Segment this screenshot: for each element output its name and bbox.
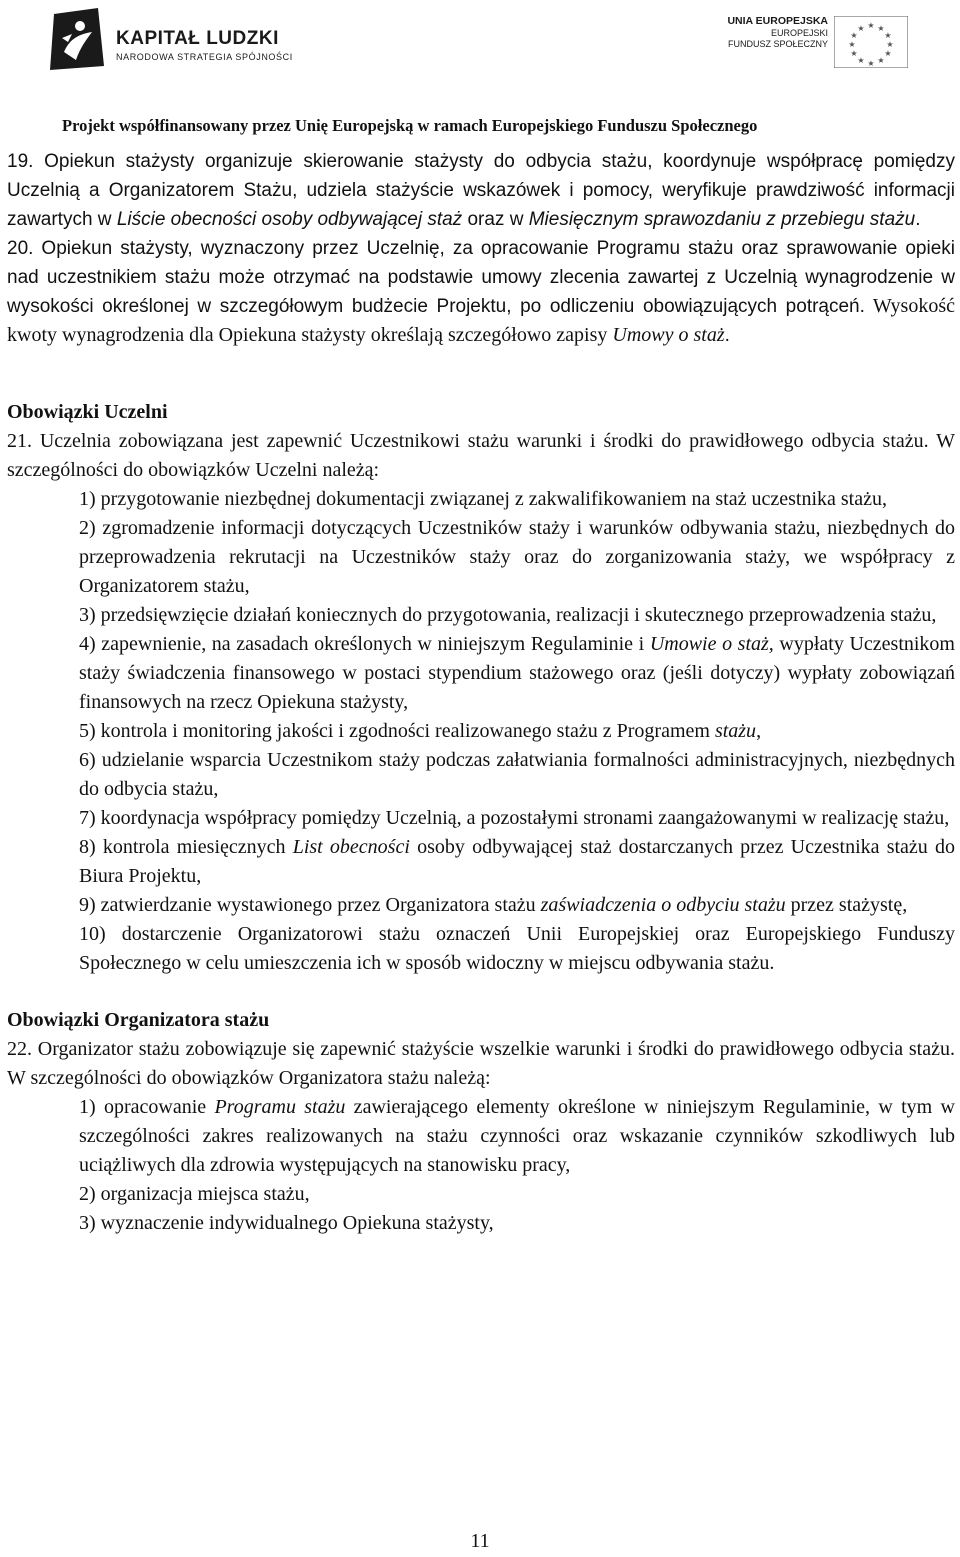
section-heading-uczelnia: Obowiązki Uczelni	[7, 401, 168, 423]
section-heading-organizator: Obowiązki Organizatora stażu	[7, 1009, 270, 1031]
item-italic: Programu stażu	[214, 1096, 346, 1118]
kapital-ludzki-title: KAPITAŁ LUDZKI	[116, 28, 279, 49]
p19-sprawozdanie: Miesięcznym sprawozdaniu z przebiegu stażu	[528, 209, 916, 230]
svg-text:★: ★	[884, 31, 892, 40]
p20-end: .	[724, 325, 730, 346]
svg-text:★: ★	[857, 24, 865, 33]
p20-text: 20. Opiekun stażysty, wyznaczony przez Uczelnię, za opracowanie Programu stażu oraz sprawowanie opieki nad uczestnikiem stażu może otrzymać na podstawie umowy zlecenia zawartej z Uczelnią wynagrodzenie w wysokości określonej w szczegółowym budżecie Projektu, po odliczeniu obowiązujących potrąceń.	[7, 238, 955, 317]
p20-umowa-o-staz: Umowy o staż	[612, 324, 725, 346]
item-italic: zaświadczenia o odbyciu stażu	[540, 894, 786, 916]
list-item: 1) przygotowanie niezbędnej dokumentacji związanej z zakwalifikowaniem na staż uczestnika stażu,	[79, 488, 887, 510]
p19-text-2: oraz w	[462, 209, 529, 230]
project-cofinancing-line: Projekt współfinansowany przez Unię Europejską w ramach Europejskiego Funduszu Społecznego	[62, 116, 758, 135]
paragraph-21: 21. Uczelnia zobowiązana jest zapewnić Uczestnikowi stażu warunki i środki do prawidłowego odbycia stażu. W szczególności do obowiązków Uczelni należą:	[7, 430, 955, 481]
kapital-ludzki-subtitle: NARODOWA STRATEGIA SPÓJNOŚCI	[116, 52, 293, 62]
list-item: 7) koordynacja współpracy pomiędzy Uczelnią, a pozostałymi stronami zaangażowanymi w realizację stażu,	[79, 807, 950, 829]
organizator-duties-list	[7, 1093, 955, 1238]
item-text: ,	[756, 720, 762, 742]
list-item	[79, 1093, 955, 1180]
eu-flag-icon	[834, 16, 908, 68]
document-body	[7, 147, 955, 1238]
svg-text:★: ★	[848, 40, 856, 49]
svg-text:★: ★	[867, 21, 875, 30]
ue-line-2: EUROPEJSKI	[770, 28, 828, 38]
list-item: 6) udzielanie wsparcia Uczestnikom staży podczas załatwiania formalności administracyjnych, niezbędnych do odbycia stażu,	[79, 749, 955, 800]
item-text: 8) kontrola miesięcznych	[79, 836, 293, 858]
item-text: 4) zapewnienie, na zasadach określonych w niniejszym Regulaminie i	[79, 633, 650, 655]
ue-logo-text	[708, 14, 828, 50]
list-item: 3) przedsięwzięcie działań koniecznych do przygotowania, realizacji i skutecznego przeprowadzenia stażu,	[79, 604, 937, 626]
p19-text: 19. Opiekun stażysty organizuje skierowanie stażysty do odbycia stażu, koordynuje współpracę pomiędzy Uczelnią a Organizatorem Stażu, udziela stażyście wskazówek i pomocy, weryfikuje prawdziwość informacji zawartych w	[7, 151, 955, 230]
item-text: osoby odbywającej staż dostarczanych przez Uczestnika stażu do Biura Projektu,	[79, 836, 955, 887]
list-item: 3) wyznaczenie indywidualnego Opiekuna stażysty,	[79, 1212, 494, 1234]
item-italic: Umowie o staż,	[649, 633, 774, 655]
item-italic: stażu	[714, 720, 757, 742]
item-text: wypłaty Uczestnikom staży świadczenia finansowego w postaci stypendium stażowego oraz (jeśli dotyczy) wypłaty zobowiązań finansowych na rzecz Opiekuna stażysty,	[79, 633, 955, 713]
spacer	[7, 350, 955, 398]
list-item	[79, 717, 955, 746]
svg-text:★: ★	[850, 49, 858, 58]
paragraph-20	[7, 234, 955, 350]
kapital-ludzki-emblem-icon	[50, 8, 106, 70]
spacer	[7, 978, 955, 1006]
list-item: 10) dostarczenie Organizatorowi stażu oznaczeń Unii Europejskiej oraz Europejskiego Funduszy Społecznego w celu umieszczenia ich w sposób widoczny w miejscu odbywania stażu.	[79, 923, 955, 974]
ue-line-1: UNIA EUROPEJSKA	[727, 15, 828, 27]
paragraph-22: 22. Organizator stażu zobowiązuje się zapewnić stażyście wszelkie warunki i środki do prawidłowego odbycia stażu. W szczególności do obowiązków Organizatora stażu należą:	[7, 1038, 955, 1089]
svg-text:★: ★	[886, 40, 894, 49]
unia-europejska-logo	[708, 14, 908, 74]
list-item: 2) zgromadzenie informacji dotyczących Uczestników staży i warunków odbywania stażu, niezbędnych do przeprowadzenia rekrutacji na Uczestników staży oraz do zorganizowania staży, we współpracy z Organizatorem stażu,	[79, 517, 955, 597]
page-number: 11	[470, 1530, 490, 1552]
paragraph-19	[7, 147, 955, 234]
svg-text:★: ★	[867, 59, 875, 68]
ue-line-3: FUNDUSZ SPOŁECZNY	[727, 39, 828, 49]
svg-text:★: ★	[850, 31, 858, 40]
svg-text:★: ★	[884, 49, 892, 58]
p19-lista-obecnosci: Liście obecności osoby odbywającej staż	[116, 209, 463, 230]
list-item: 2) organizacja miejsca stażu,	[79, 1183, 310, 1205]
item-italic: List obecności	[292, 836, 410, 858]
item-text: 5) kontrola i monitoring jakości i zgodności realizowanego stażu z Programem	[79, 720, 715, 742]
item-text: 9) zatwierdzanie wystawionego przez Organizatora stażu	[79, 894, 541, 916]
uczelnia-duties-list	[7, 485, 955, 978]
kapital-ludzki-logo	[50, 8, 320, 72]
list-item	[79, 833, 955, 891]
svg-text:★: ★	[877, 56, 885, 65]
item-text: przez stażystę,	[785, 894, 908, 916]
svg-text:★: ★	[877, 24, 885, 33]
p20-text-2: Wysokość kwoty wynagrodzenia dla Opiekuna stażysty określają szczegółowo zapisy	[7, 295, 955, 346]
list-item	[79, 630, 955, 717]
page-header	[0, 0, 960, 135]
p19-end: .	[915, 209, 921, 230]
svg-text:★: ★	[857, 56, 865, 65]
list-item	[79, 891, 955, 920]
item-text: zawierającego elementy określone w niniejszym Regulaminie, w tym w szczególności zakres realizowanych na stażu czynności oraz wskazanie czynników szkodliwych lub uciążliwych dla zdrowia występujących na stanowisku pracy,	[79, 1096, 955, 1176]
item-text: 1) opracowanie	[79, 1096, 215, 1118]
